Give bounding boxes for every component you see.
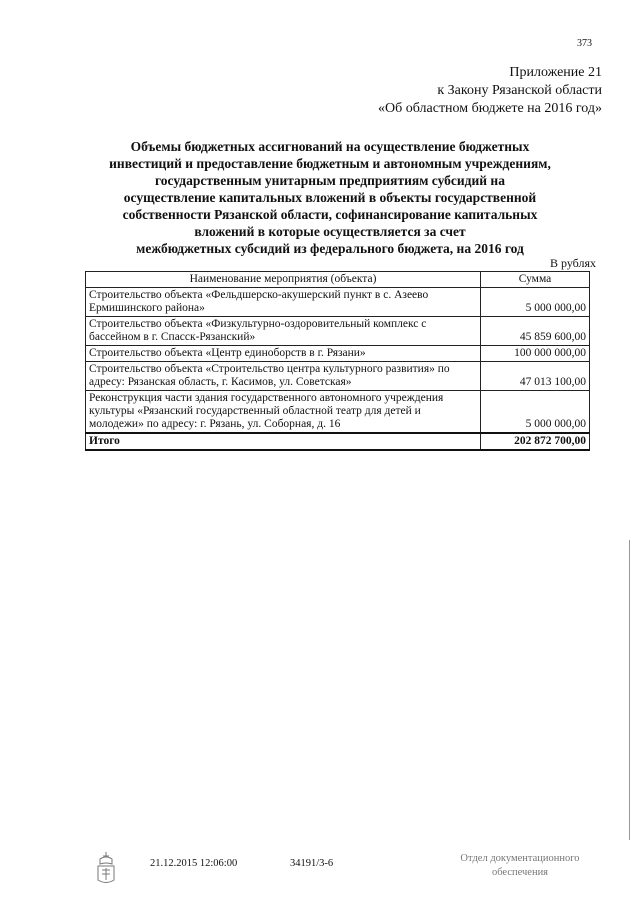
appendix-line-1: Приложение 21 (509, 65, 602, 80)
title-line: осуществление капитальных вложений в объекты государственной (123, 190, 537, 205)
row-name: Строительство объекта «Центр единоборств в г. Рязани» (86, 346, 481, 362)
row-name: Реконструкция части здания государственного автономного учреждения культуры «Рязанский государственный областной театр для детей и молодежи» по адресу: г. Рязань, ул. Соборная, д. 16 (86, 391, 481, 434)
row-amount: 5 000 000,00 (481, 288, 590, 317)
department-stamp (440, 852, 600, 880)
title-line: Объемы бюджетных ассигнований на осуществление бюджетных (130, 139, 530, 154)
title-line: государственным унитарным предприятиям субсидий на (155, 173, 505, 188)
table-row (86, 362, 590, 391)
total-row (86, 433, 590, 450)
title-line: инвестиций и предоставление бюджетным и автономным учреждениям, (109, 156, 551, 171)
appendix-line-2: к Закону Рязанской области (437, 83, 602, 98)
document-title (80, 138, 580, 257)
row-name: Строительство объекта «Строительство центра культурного развития» по адресу: Рязанская область, г. Касимов, ул. Советская» (86, 362, 481, 391)
table-row (86, 346, 590, 362)
total-amount: 202 872 700,00 (481, 433, 590, 450)
appendix-line-3: «Об областном бюджете на 2016 год» (378, 101, 602, 116)
appendix-header (378, 64, 602, 118)
header-name: Наименование мероприятия (объекта) (86, 272, 481, 288)
row-name: Строительство объекта «Физкультурно-оздоровительный комплекс с бассейном в г. Спасск-Рязанский» (86, 317, 481, 346)
row-amount: 100 000 000,00 (481, 346, 590, 362)
units-label: В рублях (549, 256, 596, 270)
table-row (86, 288, 590, 317)
footer-date: 21.12.2015 12:06:00 (150, 858, 238, 869)
table-row (86, 391, 590, 434)
scan-edge-line (629, 540, 630, 840)
row-amount: 45 859 600,00 (481, 317, 590, 346)
table-row (86, 317, 590, 346)
title-line: вложений в которые осуществляется за счет (194, 224, 466, 239)
table-header-row (86, 272, 590, 288)
dept-line-2: обеспечения (491, 867, 549, 878)
footer-doc-number: 34191/3-6 (290, 858, 334, 869)
dept-line-1: Отдел документационного (460, 853, 580, 864)
budget-table (85, 271, 590, 451)
header-amount: Сумма (481, 272, 590, 288)
row-amount: 5 000 000,00 (481, 391, 590, 434)
row-name: Строительство объекта «Фельдшерско-акушерский пункт в с. Азеево Ермишинского района» (86, 288, 481, 317)
emblem-icon (92, 850, 120, 886)
page-number: 373 (577, 38, 592, 49)
total-label: Итого (86, 433, 481, 450)
title-line: межбюджетных субсидий из федерального бюджета, на 2016 год (136, 241, 524, 256)
row-amount: 47 013 100,00 (481, 362, 590, 391)
title-line: собственности Рязанской области, софинансирование капитальных (122, 207, 538, 222)
